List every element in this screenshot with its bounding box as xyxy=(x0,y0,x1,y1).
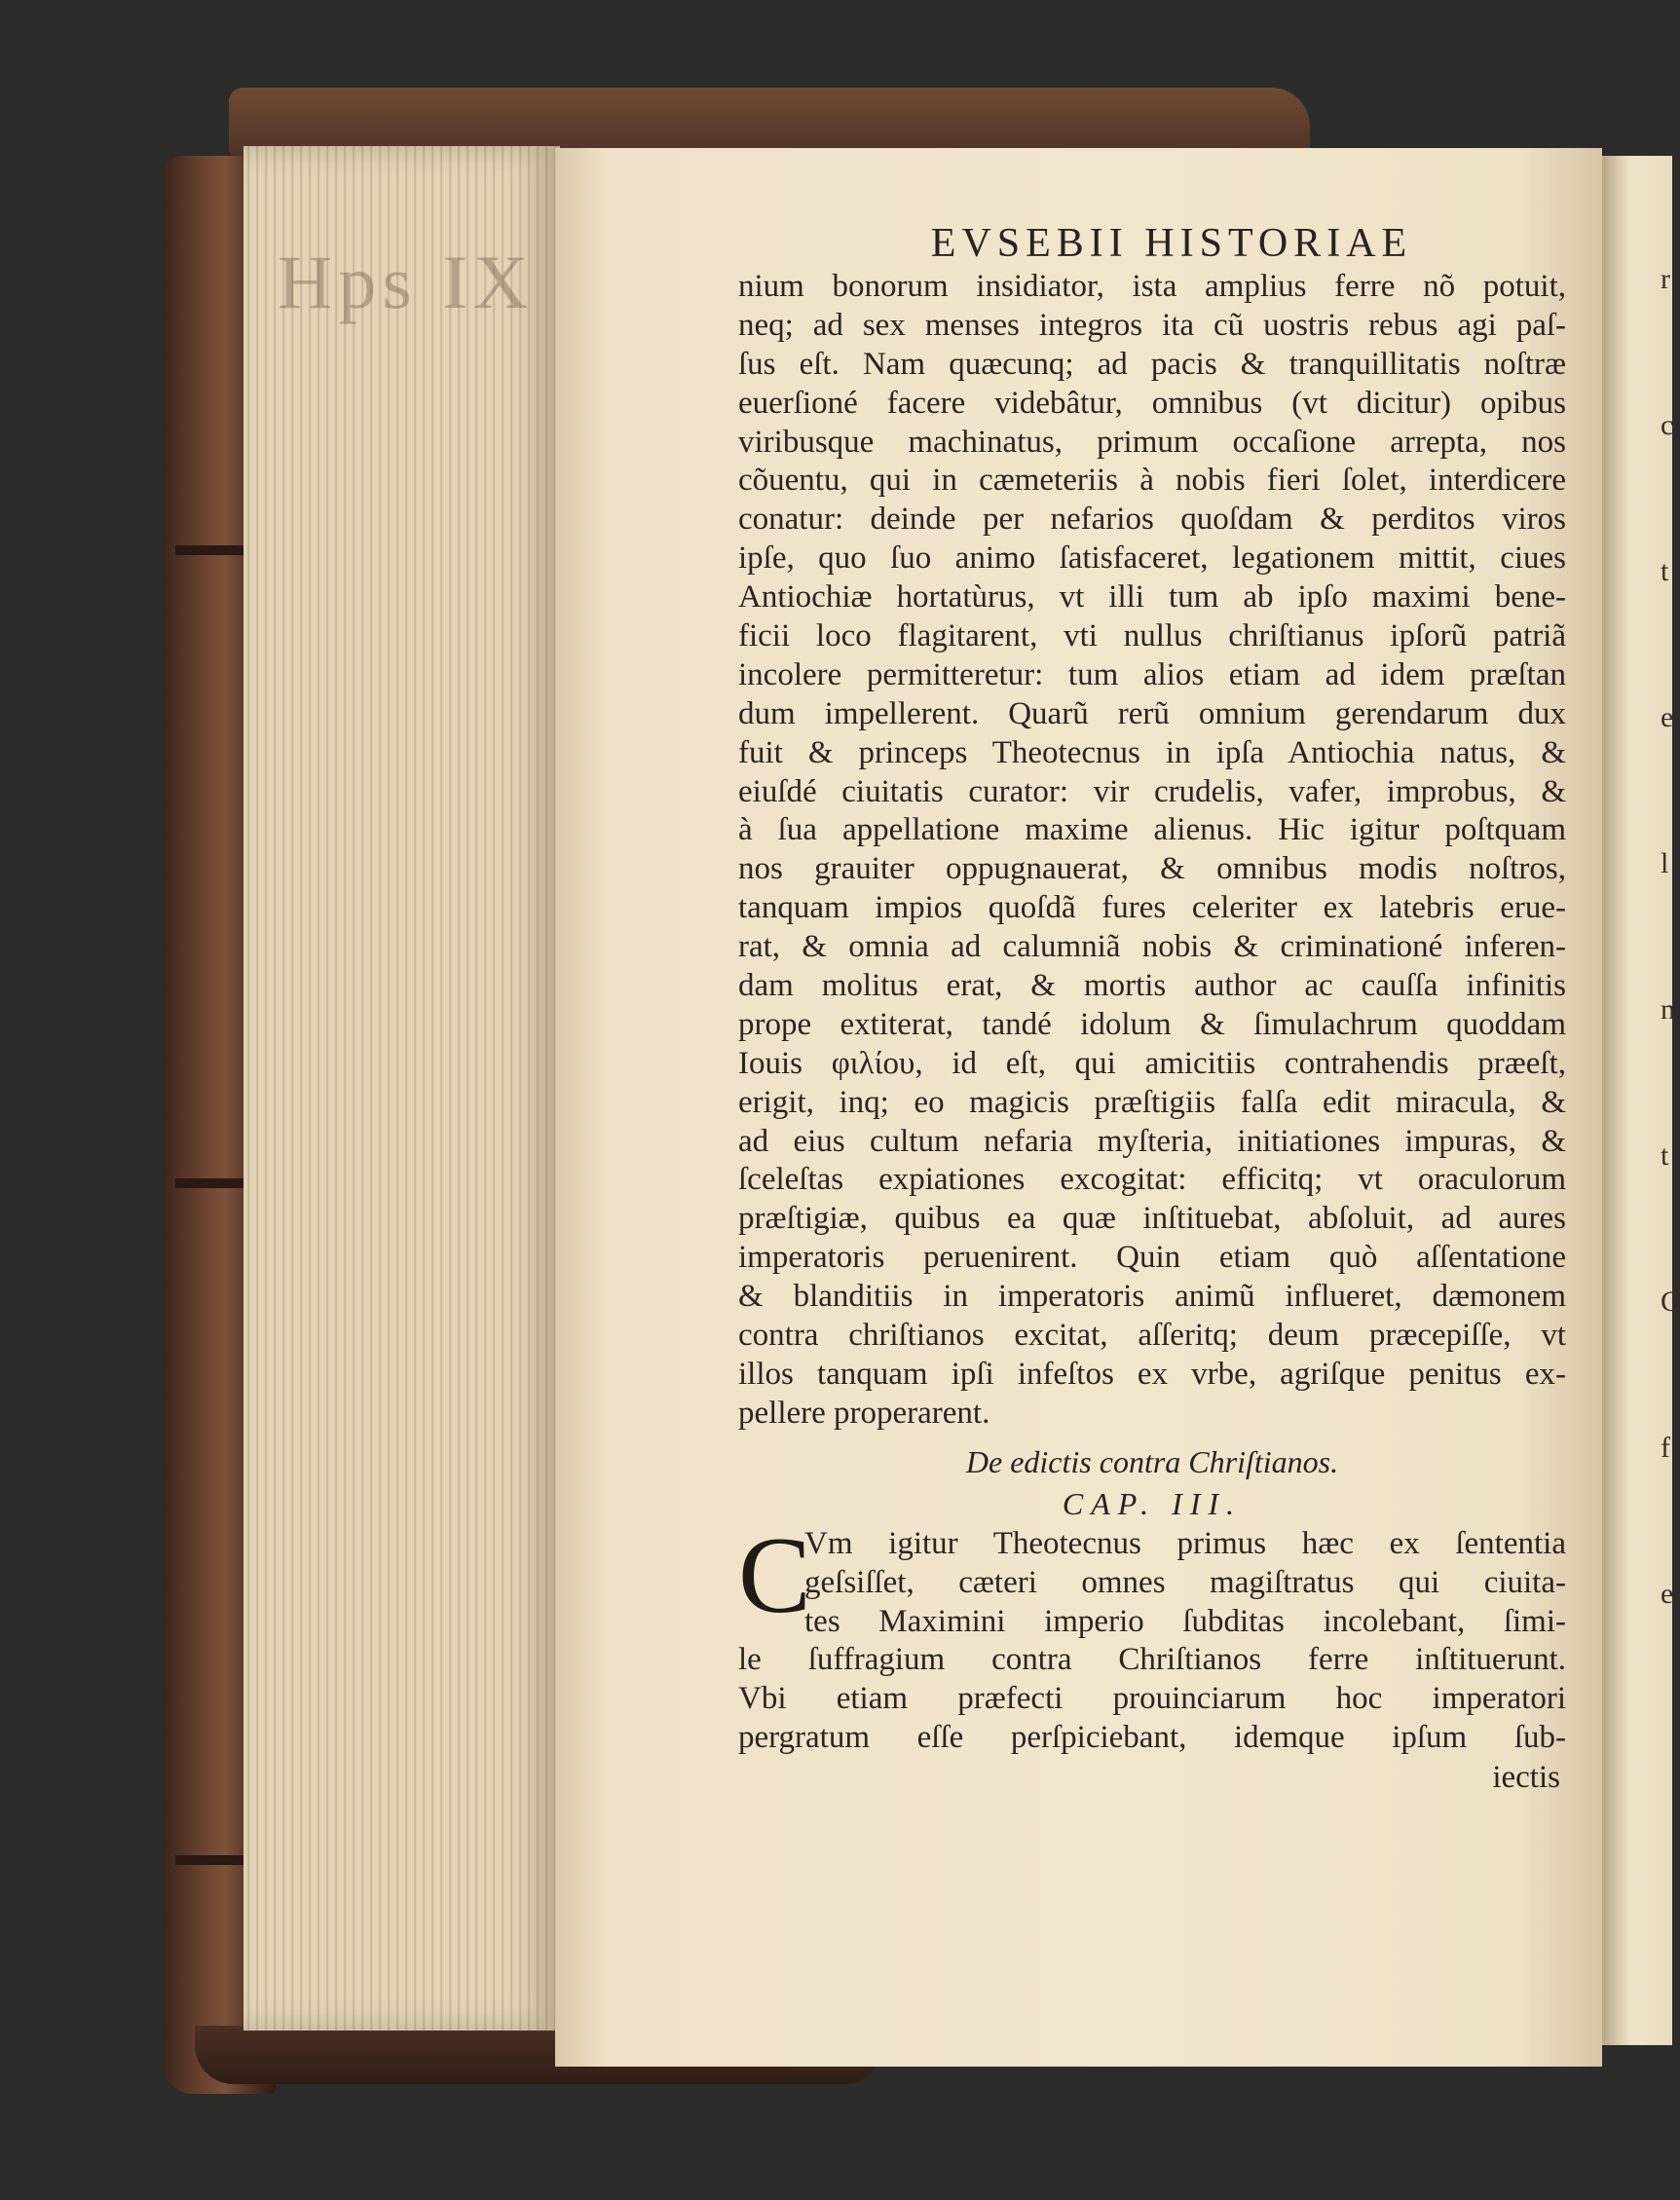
facing-page-letter: e xyxy=(1661,701,1674,733)
facing-page-letter: C xyxy=(1661,1286,1680,1318)
text-line: Vbi etiam præfecti prouinciarum hoc imperatori xyxy=(738,1681,1566,1717)
text-line: eiuſdé ciuitatis curator: vir crudelis, vafer, improbus, & xyxy=(738,773,1566,809)
text-line: dam molitus erat, & mortis author ac cauſſa infinitis xyxy=(738,968,1566,1004)
text-line: contra chriſtianos excitat, aſſeritq; deum præcepiſſe, vt xyxy=(738,1318,1566,1354)
text-line: pellere properarent. xyxy=(738,1395,990,1431)
facing-page-letter: t xyxy=(1661,1139,1669,1172)
text-line: illos tanquam ipſi infeſtos ex vrbe, agriſque penitus ex- xyxy=(738,1356,1566,1392)
text-line: tanquam impios quoſdã fures celeriter ex latebris erue- xyxy=(738,890,1566,926)
facing-page-letter: l xyxy=(1661,847,1669,879)
facing-page-letter: t xyxy=(1661,555,1669,587)
text-line: nos grauiter oppugnauerat, & omnibus modis noſtros, xyxy=(738,851,1566,887)
text-line: ficii loco flagitarent, vti nullus chriſtianus ipſorũ patriã xyxy=(738,618,1566,654)
text-line: cõuentu, qui in cæmeteriis à nobis fieri ſolet, interdicere xyxy=(738,463,1566,499)
text-line: le ſuffragium contra Chriſtianos ferre inſtituerunt. xyxy=(738,1642,1566,1678)
text-line: præſtigiæ, quibus ea quæ inſtituebat, abſoluit, ad aures xyxy=(738,1201,1566,1237)
text-line: fuit & princeps Theotecnus in ipſa Antiochia natus, & xyxy=(738,734,1566,770)
text-line: Vm igitur Theotecnus primus hæc ex ſententia xyxy=(804,1525,1566,1561)
facing-page-letter: e xyxy=(1661,1578,1674,1610)
text-line: dum impellerent. Quarũ rerũ omnium gerendarum dux xyxy=(738,695,1566,731)
text-line: rat, & omnia ad calumniã nobis & criminationé inferen- xyxy=(738,929,1566,965)
text-line: ipſe, quo ſuo animo ſatisfaceret, legationem mittit, ciues xyxy=(738,541,1566,577)
text-line: incolere permitteretur: tum alios etiam ad idem præſtan xyxy=(738,656,1566,692)
text-line: euerſioné facere videbâtur, omnibus (vt dicitur) opibus xyxy=(738,385,1566,421)
text-line: Antiochiæ hortatùrus, vt illi tum ab ipſo maximi bene- xyxy=(738,579,1566,615)
text-line: ſus eſt. Nam quæcunq; ad pacis & tranquillitatis noſtræ xyxy=(738,346,1566,382)
drop-cap: C xyxy=(738,1514,811,1636)
text-line: viribusque machinatus, primum occaſione arrepta, nos xyxy=(738,424,1566,460)
text-line: pergratum eſſe perſpiciebant, idemque ipſum ſub- xyxy=(738,1720,1566,1756)
text-line: erigit, inq; eo magicis præſtigiis falſa edit miracula, & xyxy=(738,1084,1566,1120)
text-line: & blanditiis in imperatoris animũ influeret, dæmonem xyxy=(738,1279,1566,1315)
body-text xyxy=(738,268,1566,1434)
catchword: iectis xyxy=(1492,1760,1560,1796)
text-line: prope extiterat, tandé idolum & ſimulachrum quoddam xyxy=(738,1006,1566,1042)
text-line: conatur: deinde per nefarios quoſdam & perditos viros xyxy=(738,502,1566,538)
text-line: à ſua appellatione maxime alienus. Hic igitur poſtquam xyxy=(738,812,1566,848)
text-line: nium bonorum insidiator, ista amplius ferre nõ potuit, xyxy=(738,269,1566,304)
page-edges xyxy=(243,146,560,2031)
text-line: ſceleſtas expiationes excogitat: efficitq; vt oraculorum xyxy=(738,1162,1566,1198)
text-line: ad eius cultum nefaria myſteria, initiationes impuras, & xyxy=(738,1123,1566,1159)
text-line: imperatoris peruenirent. Quin etiam quò aſſentatione xyxy=(738,1240,1566,1276)
page-text xyxy=(738,219,1566,1797)
text-line: Iouis φιλίου, id eſt, qui amicitiis contrahendis præeſt, xyxy=(738,1045,1566,1081)
facing-page-letter: c xyxy=(1661,409,1674,441)
ownership-stamp: Hps IX xyxy=(278,240,535,324)
facing-page-edge xyxy=(1602,156,1680,2045)
text-line: geſsiſſet, cæteri omnes magiſtratus qui ciuita- xyxy=(804,1564,1566,1600)
section-title: De edictis contra Chriſtianos. xyxy=(965,1443,1339,1479)
facing-page-letter: f xyxy=(1661,1432,1670,1464)
facing-page-letter: r xyxy=(1661,263,1670,295)
chapter-text xyxy=(738,1514,1566,1758)
running-head: EVSEBII HISTORIAE xyxy=(930,221,1413,266)
text-line: neq; ad sex menses integros ita cũ uostris rebus agi paſ- xyxy=(738,307,1566,343)
text-line: tes Maximini imperio ſubditas incolebant, ſimi- xyxy=(804,1603,1566,1639)
facing-page-letter: n xyxy=(1661,993,1675,1025)
chapter-label: CAP. III. xyxy=(1062,1485,1243,1521)
